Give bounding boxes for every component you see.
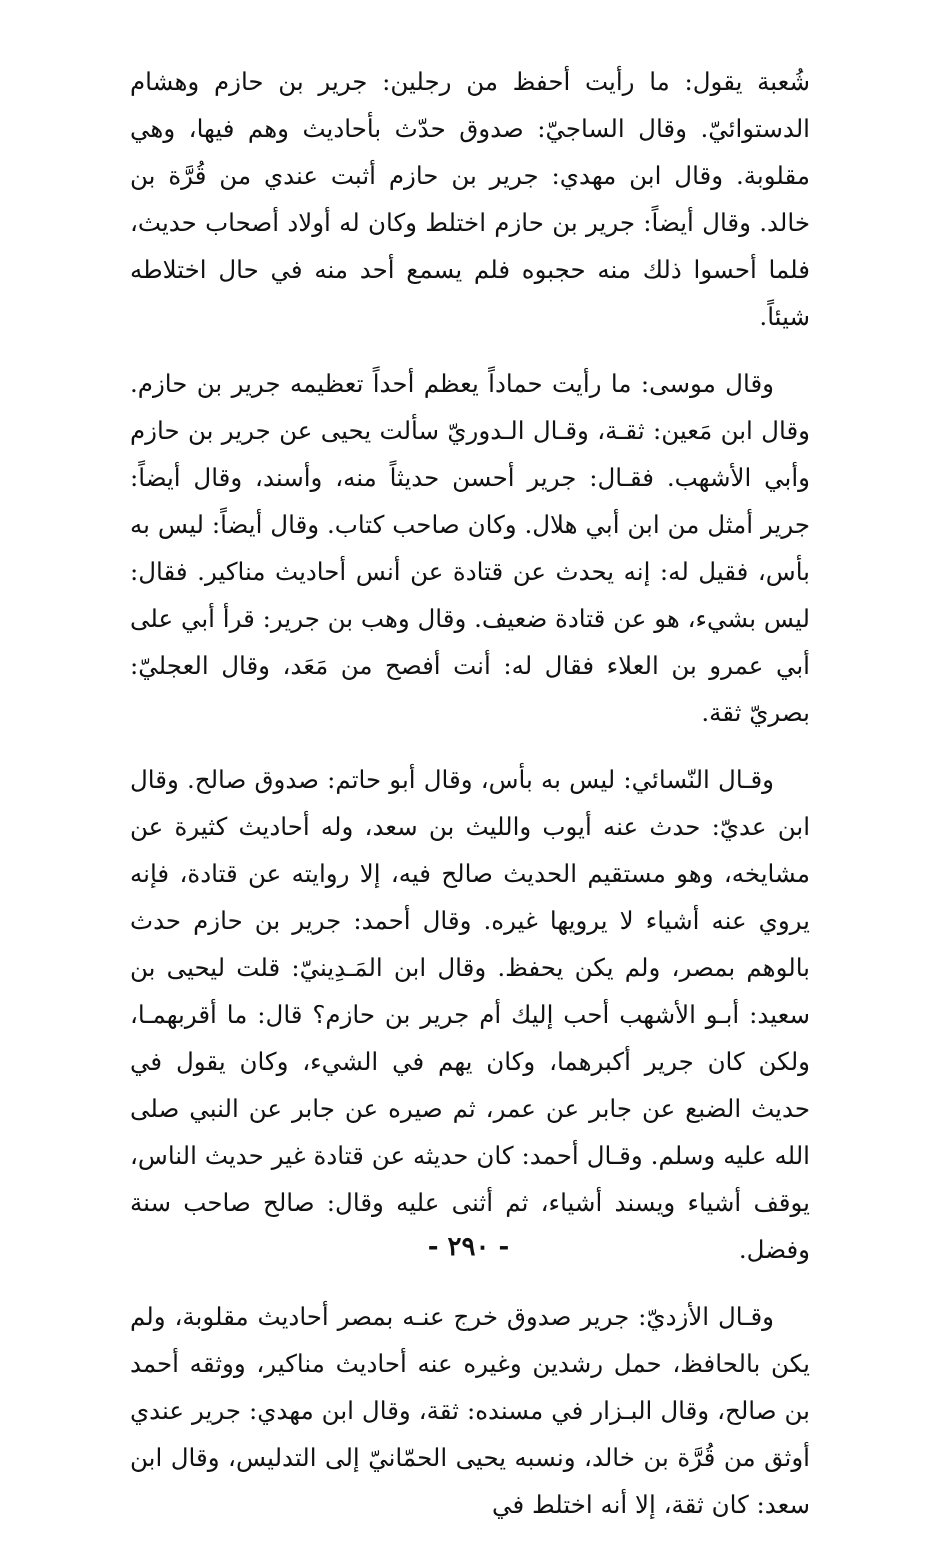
paragraph-3: وقـال النّسائي: ليس به بأس، وقال أبو حاتم: صدوق صالح. وقال ابن عديّ: حدث عنه أيوب والليث بن سعد، وله أحاديث كثيرة عن مشايخه، وهو مستقيم الحديث صالح فيه، إلا روايته عن قتادة، فإنه يروي عنه أشياء لا يرويها غيره. وقال أحمد: جرير بن حازم حدث بالوهم بمصر، ولم يكن يحفظ. وقال ابن المَـدِينيّ: قلت ليحيى بن سعيد: أبـو الأشهب أحب إليك أم جرير بن حازم؟ قال: ما أقربهمـا، ولكن كان جرير أكبرهما، وكان يهم في الشيء، وكان يقول في حديث الضبع عن جابر عن عمر، ثم صيره عن جابر عن النبي صلى الله عليه وسلم. وقـال أحمد: كان حديثه عن قتادة غير حديث الناس، يوقف أشياء ويسند أشياء، ثم أثنى عليه وقال: صالح صاحب سنة وفضل.: [130, 765, 810, 1264]
paragraph-1: شُعبة يقول: ما رأيت أحفظ من رجلين: جرير بن حازم وهشام الدستوائيّ. وقال الساجيّ: صدوق حدّث بأحاديث وهم فيها، وهي مقلوبة. وقال ابن مهدي: جرير بن حازم أثبت عندي من قُرَّة بن خالد. وقال أيضاً: جرير بن حازم اختلط وكان له أولاد أصحاب حديث، فلما أحسوا ذلك منه حجبوه فلم يسمع أحد منه في حال اختلاطه شيئاً.: [130, 67, 810, 331]
page-number: - ٢٩٠ -: [427, 1232, 510, 1262]
paragraph-2: وقال موسى: ما رأيت حماداً يعظم أحداً تعظيمه جرير بن حازم. وقال ابن مَعين: ثقـة، وقـال الـدوريّ سألت يحيى عن جرير بن حازم وأبي الأشهب. فقـال: جرير أحسن حديثاً منه، وأسند، وقال أيضاً: جرير أمثل من ابن أبي هلال. وكان صاحب كتاب. وقال أيضاً: ليس به بأس، فقيل له: إنه يحدث عن قتادة عن أنس أحاديث مناكير. فقال: ليس بشيء، هو عن قتادة ضعيف. وقال وهب بن جرير: قرأ أبي على أبي عمرو بن العلاء فقال له: أنت أفصح من مَعَد، وقال العجليّ: بصريّ ثقة.: [130, 369, 810, 727]
paragraph-4: وقـال الأزديّ: جرير صدوق خرج عنـه بمصر أحاديث مقلوبة، ولم يكن بالحافظ، حمل رشدين وغيره عنه أحاديث مناكير، ووثقه أحمد بن صالح، وقال البـزار في مسنده: ثقة، وقال ابن مهدي: جرير عندي أوثق من قُرَّة بن خالد، ونسبه يحيى الحمّانيّ إلى التدليس، وقال ابن سعد: كان ثقة، إلا أنه اختلط في: [130, 1302, 810, 1519]
document-body: [130, 58, 810, 1548]
